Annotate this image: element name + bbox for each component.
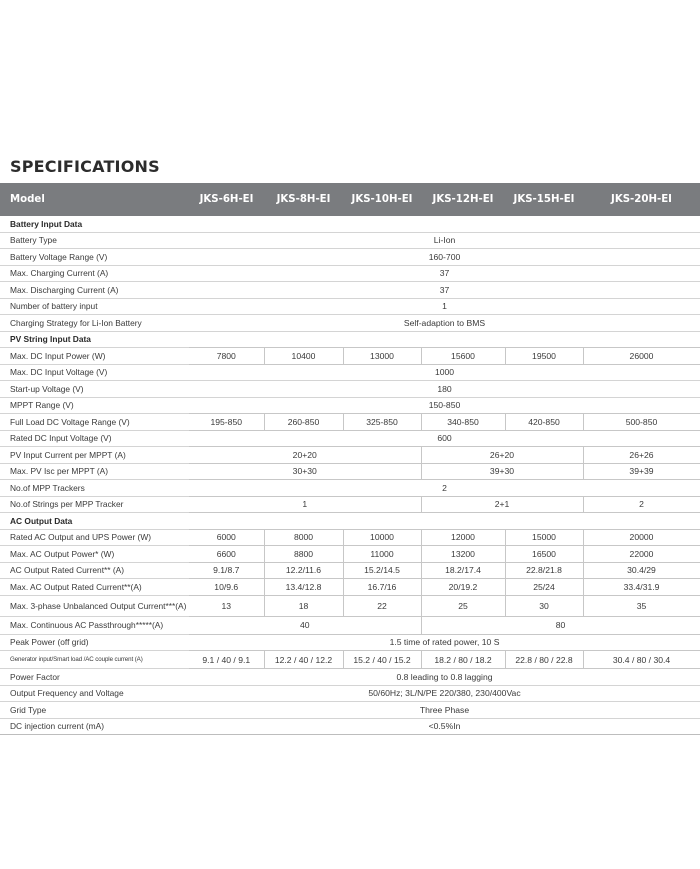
table-row	[0, 579, 700, 596]
row-label: Battery Type	[10, 235, 57, 246]
row-label: Max. Charging Current (A)	[10, 268, 109, 279]
row-label: Start-up Voltage (V)	[10, 383, 84, 394]
section-heading: AC Output Data	[10, 515, 73, 526]
cell-value: 30+30	[189, 463, 421, 480]
row-label: Output Frequency and Voltage	[10, 688, 124, 699]
cell-value: 40	[189, 616, 421, 634]
row-label: Max. AC Output Power* (W)	[10, 548, 115, 559]
section-heading: PV String Input Data	[10, 334, 91, 345]
cell-value: Self-adaption to BMS	[403, 317, 486, 328]
cell-value: 15.2 / 40 / 15.2	[343, 651, 421, 669]
row-label: Number of battery input	[10, 301, 98, 312]
cell-value: 6600	[189, 546, 264, 563]
cell-value: 195-850	[189, 414, 264, 431]
cell-value: 80	[421, 616, 700, 634]
cell-value: 12.2/11.6	[264, 562, 343, 579]
row-label: AC Output Rated Current** (A)	[10, 565, 125, 576]
cell-value: Three Phase	[419, 704, 470, 715]
header-model: Model	[0, 183, 189, 216]
cell-value: 37	[439, 284, 450, 295]
row-label: Power Factor	[10, 671, 60, 682]
cell-value: 16500	[505, 546, 583, 563]
cell-value: 18.2/17.4	[421, 562, 505, 579]
table-body	[0, 216, 700, 735]
cell-value: 19500	[505, 348, 583, 365]
cell-value: 13	[189, 595, 264, 616]
row-label: PV Input Current per MPPT (A)	[10, 449, 126, 460]
cell-value: 1	[189, 496, 421, 513]
cell-value: 20+20	[189, 447, 421, 464]
table-row	[0, 702, 700, 719]
row-label: DC injection current (mA)	[10, 721, 105, 732]
cell-value: 25/24	[505, 579, 583, 596]
row-label: Charging Strategy for Li-Ion Battery	[10, 317, 142, 328]
table-row	[0, 616, 700, 634]
cell-value: 8800	[264, 546, 343, 563]
row-label: Max. PV Isc per MPPT (A)	[10, 466, 109, 477]
table-row	[0, 364, 700, 381]
cell-value: 18.2 / 80 / 18.2	[421, 651, 505, 669]
cell-value: 8000	[264, 529, 343, 546]
cell-value: 9.1/8.7	[189, 562, 264, 579]
table-row	[0, 463, 700, 480]
cell-value: 150-850	[428, 400, 461, 411]
cell-value: 600	[437, 433, 452, 444]
cell-value: 12.2 / 40 / 12.2	[264, 651, 343, 669]
cell-value: 7800	[189, 348, 264, 365]
cell-value: 0.8 leading to 0.8 lagging	[396, 671, 493, 682]
table-row	[0, 397, 700, 414]
row-label: Generator input/Smart load /AC couple current (A)	[10, 655, 143, 663]
cell-value: <0.5%In	[428, 721, 461, 732]
specifications-table	[0, 183, 700, 735]
header-model-4: JKS-12H-EI	[421, 183, 505, 216]
cell-value: 1000	[434, 367, 455, 378]
cell-value: 39+30	[421, 463, 583, 480]
table-row	[0, 282, 700, 299]
cell-value: 1.5 time of rated power, 10 S	[389, 637, 500, 648]
cell-value: 11000	[343, 546, 421, 563]
table-header-row	[0, 183, 700, 216]
cell-value: 30	[505, 595, 583, 616]
table-row	[0, 480, 700, 497]
row-label: Rated AC Output and UPS Power (W)	[10, 532, 152, 543]
row-label: Max. 3-phase Unbalanced Output Current***(A)	[10, 600, 187, 611]
header-model-3: JKS-10H-EI	[343, 183, 421, 216]
cell-value: 260-850	[264, 414, 343, 431]
header-model-6: JKS-20H-EI	[583, 183, 700, 216]
row-label: Peak Power (off grid)	[10, 637, 89, 648]
row-label: Grid Type	[10, 704, 47, 715]
cell-value: 1	[442, 301, 447, 312]
row-label: MPPT Range (V)	[10, 400, 74, 411]
cell-value: 2	[583, 496, 700, 513]
section-heading: Battery Input Data	[10, 218, 83, 229]
row-label: Max. DC Input Power (W)	[10, 350, 106, 361]
cell-value: 9.1 / 40 / 9.1	[189, 651, 264, 669]
table-row	[0, 381, 700, 398]
table-row	[0, 232, 700, 249]
row-label: Max. Continuous AC Passthrough*****(A)	[10, 620, 164, 630]
cell-value: 30.4/29	[583, 562, 700, 579]
cell-value: 18	[264, 595, 343, 616]
cell-value: 2+1	[421, 496, 583, 513]
table-row	[0, 315, 700, 332]
row-label: Full Load DC Voltage Range (V)	[10, 416, 130, 427]
table-row	[0, 298, 700, 315]
cell-value: 35	[583, 595, 700, 616]
cell-value: 22.8/21.8	[505, 562, 583, 579]
cell-value: 20000	[583, 529, 700, 546]
table-row	[0, 651, 700, 669]
row-label: No.of MPP Trackers	[10, 482, 85, 493]
cell-value: 325-850	[343, 414, 421, 431]
table-row	[0, 634, 700, 651]
cell-value: 10400	[264, 348, 343, 365]
cell-value: Li-Ion	[433, 235, 456, 246]
row-label: Max. Discharging Current (A)	[10, 284, 119, 295]
row-label: No.of Strings per MPP Tracker	[10, 499, 124, 510]
cell-value: 6000	[189, 529, 264, 546]
cell-value: 22000	[583, 546, 700, 563]
table-row	[0, 414, 700, 431]
table-row	[0, 249, 700, 266]
table-row	[0, 430, 700, 447]
cell-value: 13200	[421, 546, 505, 563]
header-model-2: JKS-8H-EI	[264, 183, 343, 216]
row-label: Max. DC Input Voltage (V)	[10, 367, 108, 378]
header-model-5: JKS-15H-EI	[505, 183, 583, 216]
cell-value: 37	[439, 268, 450, 279]
table-row	[0, 718, 700, 735]
cell-value: 22.8 / 80 / 22.8	[505, 651, 583, 669]
page-title: SPECIFICATIONS	[10, 157, 160, 176]
table-row	[0, 546, 700, 563]
table-row	[0, 496, 700, 513]
row-label: Battery Voltage Range (V)	[10, 251, 108, 262]
cell-value: 10000	[343, 529, 421, 546]
cell-value: 20/19.2	[421, 579, 505, 596]
cell-value: 2	[442, 482, 447, 493]
table-row	[0, 265, 700, 282]
cell-value: 500-850	[583, 414, 700, 431]
cell-value: 12000	[421, 529, 505, 546]
cell-value: 16.7/16	[343, 579, 421, 596]
cell-value: 160-700	[428, 251, 461, 262]
cell-value: 15.2/14.5	[343, 562, 421, 579]
cell-value: 26+20	[421, 447, 583, 464]
cell-value: 420-850	[505, 414, 583, 431]
cell-value: 22	[343, 595, 421, 616]
section-row-battery	[0, 216, 700, 232]
cell-value: 340-850	[421, 414, 505, 431]
cell-value: 15600	[421, 348, 505, 365]
cell-value: 50/60Hz; 3L/N/PE 220/380, 230/400Vac	[368, 688, 521, 699]
row-label: Max. AC Output Rated Current**(A)	[10, 581, 142, 592]
row-label: Rated DC Input Voltage (V)	[10, 433, 112, 444]
table-row	[0, 669, 700, 686]
table-row	[0, 595, 700, 616]
table-row	[0, 447, 700, 464]
cell-value: 13000	[343, 348, 421, 365]
cell-value: 10/9.6	[189, 579, 264, 596]
section-row-pv	[0, 331, 700, 348]
cell-value: 15000	[505, 529, 583, 546]
section-row-ac	[0, 513, 700, 530]
cell-value: 13.4/12.8	[264, 579, 343, 596]
cell-value: 30.4 / 80 / 30.4	[583, 651, 700, 669]
table-row	[0, 529, 700, 546]
cell-value: 26+26	[583, 447, 700, 464]
table-row	[0, 685, 700, 702]
cell-value: 33.4/31.9	[583, 579, 700, 596]
header-model-1: JKS-6H-EI	[189, 183, 264, 216]
table-row	[0, 562, 700, 579]
cell-value: 26000	[583, 348, 700, 365]
cell-value: 39+39	[583, 463, 700, 480]
cell-value: 180	[437, 383, 452, 394]
cell-value: 25	[421, 595, 505, 616]
table-row	[0, 348, 700, 365]
